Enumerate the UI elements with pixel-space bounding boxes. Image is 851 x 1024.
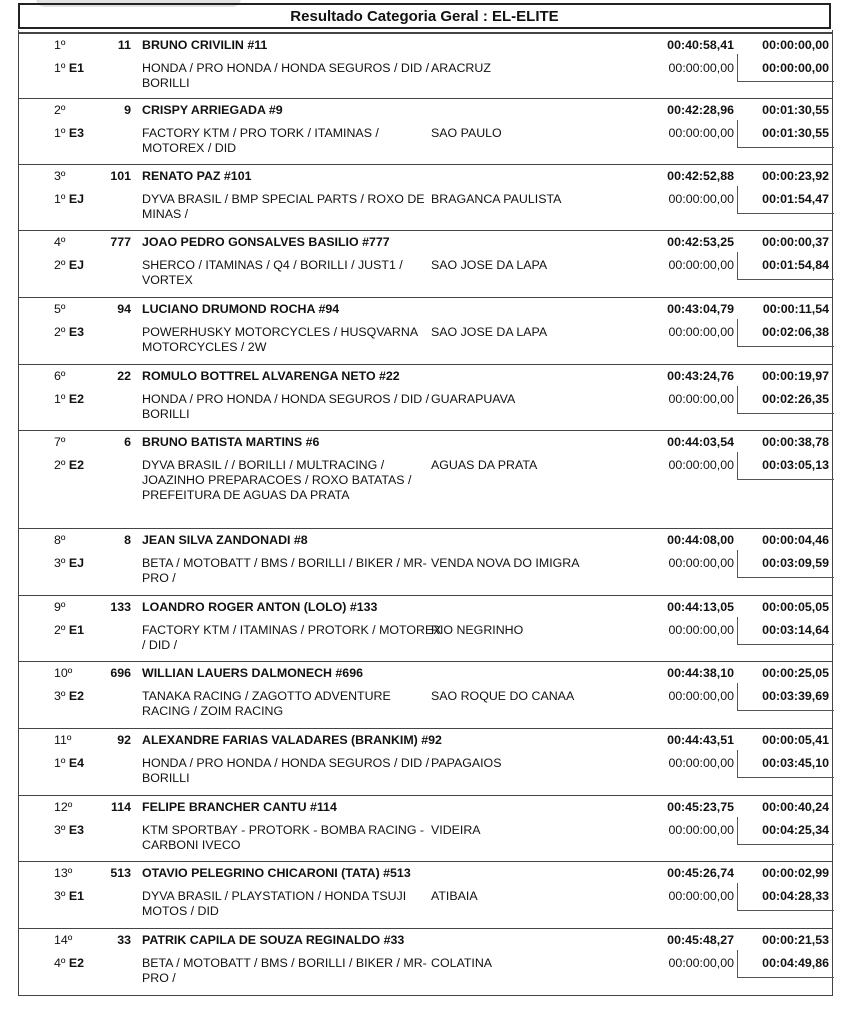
rider-city: SAO JOSE DA LAPA — [431, 325, 548, 339]
category-code: E1 — [68, 889, 85, 903]
category-position — [54, 325, 84, 339]
category-gap: 00:03:05,13 — [762, 458, 829, 472]
category-time: 00:00:00,00 — [668, 258, 734, 272]
category-gap: 00:01:30,55 — [762, 126, 829, 140]
gap-time: 00:00:23,92 — [762, 169, 829, 183]
gap-time: 00:00:05,41 — [762, 733, 829, 747]
category-code: EJ — [68, 258, 85, 272]
total-time: 00:42:28,96 — [667, 103, 734, 117]
category-position — [54, 623, 84, 637]
category-time: 00:00:00,00 — [668, 392, 734, 406]
category-code: E4 — [68, 756, 85, 770]
gap-time: 00:00:11,54 — [762, 302, 829, 316]
total-time: 00:43:04,79 — [667, 302, 734, 316]
team-sponsors: HONDA / PRO HONDA / HONDA SEGUROS / DID / BORILLI — [142, 61, 430, 90]
rider-name: WILLIAN LAUERS DALMONECH #696 — [142, 666, 363, 680]
gap-time: 00:00:04,46 — [762, 533, 829, 547]
gap-time: 00:00:00,37 — [762, 235, 829, 249]
gap-time: 00:00:19,97 — [762, 369, 829, 383]
team-sponsors: KTM SPORTBAY - PROTORK - BOMBA RACING - CARBONI IVECO — [142, 823, 425, 852]
overall-position: 3º — [54, 169, 66, 183]
team-sponsors: TANAKA RACING / ZAGOTTO ADVENTURE RACING / ZOIM RACING — [142, 689, 391, 718]
result-entry — [18, 795, 833, 861]
team-sponsors: SHERCO / ITAMINAS / Q4 / BORILLI / JUST1 / VORTEX — [142, 258, 403, 287]
category-time: 00:00:00,00 — [668, 556, 734, 570]
total-time: 00:44:43,51 — [667, 733, 734, 747]
category-time: 00:00:00,00 — [668, 889, 734, 903]
rider-name: FELIPE BRANCHER CANTU #114 — [142, 800, 337, 814]
team-sponsors: BETA / MOTOBATT / BMS / BORILLI / BIKER / MR-PRO / — [142, 956, 427, 985]
overall-position: 9º — [54, 600, 66, 614]
rider-city: SAO PAULO — [431, 126, 502, 140]
bib-number: 92 — [117, 733, 131, 747]
category-time: 00:00:00,00 — [668, 623, 734, 637]
team-sponsors: BETA / MOTOBATT / BMS / BORILLI / BIKER / MR-PRO / — [142, 556, 427, 585]
category-time: 00:00:00,00 — [668, 126, 734, 140]
result-entry — [18, 728, 833, 795]
category-gap: 00:03:45,10 — [762, 756, 829, 770]
gap-time: 00:00:00,00 — [762, 38, 829, 52]
overall-position: 10º — [54, 666, 73, 680]
category-position — [54, 126, 84, 140]
category-position — [54, 392, 84, 406]
rider-city: ATIBAIA — [431, 889, 478, 903]
rider-city: GUARAPUAVA — [431, 392, 516, 406]
total-time: 00:44:13,05 — [667, 600, 734, 614]
rider-name: BRUNO BATISTA MARTINS #6 — [142, 435, 320, 449]
category-code: E2 — [68, 458, 85, 472]
category-position — [54, 756, 84, 770]
category-position — [54, 192, 84, 206]
overall-position: 14º — [54, 933, 73, 947]
category-time: 00:00:00,00 — [668, 689, 734, 703]
category-rank: 1º — [54, 126, 66, 140]
gap-time: 00:00:05,05 — [762, 600, 829, 614]
category-code: EJ — [68, 192, 85, 206]
category-time: 00:00:00,00 — [668, 325, 734, 339]
category-time: 00:00:00,00 — [668, 458, 734, 472]
category-rank: 3º — [54, 889, 66, 903]
rider-name: CRISPY ARRIEGADA #9 — [142, 103, 283, 117]
team-sponsors: HONDA / PRO HONDA / HONDA SEGUROS / DID / BORILLI — [142, 392, 430, 421]
gap-time: 00:00:25,05 — [762, 666, 829, 680]
overall-position: 7º — [54, 435, 66, 449]
bib-number: 777 — [110, 235, 131, 249]
category-rank: 3º — [54, 823, 66, 837]
category-time: 00:00:00,00 — [668, 192, 734, 206]
bib-number: 22 — [117, 369, 131, 383]
bib-number: 8 — [124, 533, 131, 547]
result-entry — [18, 164, 833, 230]
category-gap: 00:02:26,35 — [762, 392, 829, 406]
overall-position: 13º — [54, 866, 73, 880]
category-position — [54, 556, 84, 570]
overall-position: 4º — [54, 235, 66, 249]
team-sponsors: POWERHUSKY MOTORCYCLES / HUSQVARNA MOTORCYCLES / 2W — [142, 325, 418, 354]
category-position — [54, 61, 84, 75]
category-rank: 2º — [54, 258, 66, 272]
total-time: 00:42:52,88 — [667, 169, 734, 183]
category-code: EJ — [68, 556, 85, 570]
rider-city: PAPAGAIOS — [431, 756, 502, 770]
rider-name: JEAN SILVA ZANDONADI #8 — [142, 533, 308, 547]
category-position — [54, 689, 84, 703]
category-rank: 2º — [54, 623, 66, 637]
category-time: 00:00:00,00 — [668, 956, 734, 970]
category-time: 00:00:00,00 — [668, 823, 734, 837]
bib-number: 9 — [124, 103, 131, 117]
bib-number: 114 — [111, 800, 131, 814]
category-code: E3 — [68, 823, 85, 837]
category-rank: 1º — [54, 756, 66, 770]
category-time: 00:00:00,00 — [668, 756, 734, 770]
category-gap: 00:04:49,86 — [762, 956, 829, 970]
overall-position: 5º — [54, 302, 66, 316]
overall-position: 6º — [54, 369, 66, 383]
result-entry — [18, 430, 833, 528]
category-rank: 1º — [54, 392, 66, 406]
category-gap: 00:03:39,69 — [762, 689, 829, 703]
category-code: E1 — [68, 61, 85, 75]
rider-city: AGUAS DA PRATA — [431, 458, 538, 472]
category-code: E2 — [68, 689, 85, 703]
team-sponsors: FACTORY KTM / PRO TORK / ITAMINAS / MOTOREX / DID — [142, 126, 379, 155]
category-gap: 00:01:54,47 — [762, 192, 829, 206]
category-gap: 00:03:09,59 — [762, 556, 829, 570]
gap-time: 00:00:21,53 — [762, 933, 829, 947]
result-entry — [18, 528, 833, 595]
result-entry — [18, 661, 833, 728]
rider-name: JOAO PEDRO GONSALVES BASILIO #777 — [142, 235, 390, 249]
category-rank: 4º — [54, 956, 66, 970]
total-time: 00:44:38,10 — [667, 666, 734, 680]
rider-city: RIO NEGRINHO — [431, 623, 524, 637]
category-code: E3 — [68, 126, 85, 140]
team-sponsors: HONDA / PRO HONDA / HONDA SEGUROS / DID / BORILLI — [142, 756, 430, 785]
bib-number: 101 — [110, 169, 131, 183]
category-rank: 1º — [54, 192, 66, 206]
overall-position: 1º — [54, 38, 66, 52]
category-gap: 00:03:14,64 — [762, 623, 829, 637]
rider-name: ALEXANDRE FARIAS VALADARES (BRANKIM) #92 — [142, 733, 442, 747]
total-time: 00:40:58,41 — [667, 38, 734, 52]
total-time: 00:43:24,76 — [667, 369, 734, 383]
category-gap: 00:04:28,33 — [762, 889, 829, 903]
category-position — [54, 823, 84, 837]
category-rank: 3º — [54, 689, 66, 703]
result-entry — [18, 230, 833, 297]
result-entry — [18, 98, 833, 164]
gap-time: 00:00:38,78 — [762, 435, 829, 449]
bib-number: 133 — [110, 600, 131, 614]
rider-city: COLATINA — [431, 956, 493, 970]
overall-position: 2º — [54, 103, 66, 117]
result-entry — [18, 861, 833, 928]
page-title: Resultado Categoria Geral : EL-ELITE — [18, 3, 831, 29]
bib-number: 33 — [117, 933, 131, 947]
category-position — [54, 889, 84, 903]
rider-city: BRAGANCA PAULISTA — [431, 192, 562, 206]
gap-time: 00:00:40,24 — [762, 800, 829, 814]
rider-name: PATRIK CAPILA DE SOUZA REGINALDO #33 — [142, 933, 405, 947]
total-time: 00:42:53,25 — [667, 235, 734, 249]
bib-number: 11 — [117, 38, 131, 52]
rider-city: VENDA NOVA DO IMIGRA — [431, 556, 580, 570]
category-rank: 1º — [54, 61, 66, 75]
rider-city: SAO JOSE DA LAPA — [431, 258, 548, 272]
total-time: 00:44:03,54 — [667, 435, 734, 449]
rider-city: SAO ROQUE DO CANAA — [431, 689, 575, 703]
category-position — [54, 956, 84, 970]
category-code: E2 — [68, 392, 85, 406]
team-sponsors: FACTORY KTM / ITAMINAS / PROTORK / MOTOREX / DID / — [142, 623, 442, 652]
rider-name: RENATO PAZ #101 — [142, 169, 252, 183]
category-gap: 00:02:06,38 — [762, 325, 829, 339]
total-time: 00:45:26,74 — [667, 866, 734, 880]
result-entry — [18, 297, 833, 364]
overall-position: 8º — [54, 533, 66, 547]
bib-number: 94 — [117, 302, 131, 316]
team-sponsors: DYVA BRASIL / PLAYSTATION / HONDA TSUJI MOTOS / DID — [142, 889, 407, 918]
team-sponsors: DYVA BRASIL / / BORILLI / MULTRACING / JOAZINHO PREPARACOES / ROXO BATATAS / PREFEITURA DE AGUAS DA PRATA — [142, 458, 412, 502]
result-entry — [18, 364, 833, 430]
gap-time: 00:00:02,99 — [762, 866, 829, 880]
result-entry — [18, 32, 833, 98]
bib-number: 696 — [110, 666, 131, 680]
rider-name: LOANDRO ROGER ANTON (LOLO) #133 — [142, 600, 378, 614]
category-gap: 00:01:54,84 — [762, 258, 829, 272]
category-rank: 3º — [54, 556, 66, 570]
bib-number: 6 — [124, 435, 131, 449]
rider-city: ARACRUZ — [431, 61, 491, 75]
category-code: E2 — [68, 956, 85, 970]
team-sponsors: DYVA BRASIL / BMP SPECIAL PARTS / ROXO DE MINAS / — [142, 192, 425, 221]
gap-time: 00:01:30,55 — [762, 103, 829, 117]
result-entry — [18, 595, 833, 661]
category-rank: 2º — [54, 458, 66, 472]
category-gap: 00:00:00,00 — [762, 61, 829, 75]
rider-name: OTAVIO PELEGRINO CHICARONI (TATA) #513 — [142, 866, 411, 880]
bib-number: 513 — [110, 866, 131, 880]
category-code: E3 — [68, 325, 85, 339]
overall-position: 12º — [54, 800, 73, 814]
category-code: E1 — [68, 623, 85, 637]
category-gap: 00:04:25,34 — [762, 823, 829, 837]
rider-name: BRUNO CRIVILIN #11 — [142, 38, 268, 52]
total-time: 00:45:23,75 — [667, 800, 734, 814]
rider-name: LUCIANO DRUMOND ROCHA #94 — [142, 302, 340, 316]
total-time: 00:44:08,00 — [667, 533, 734, 547]
rider-name: ROMULO BOTTREL ALVARENGA NETO #22 — [142, 369, 400, 383]
category-position — [54, 258, 84, 272]
total-time: 00:45:48,27 — [667, 933, 734, 947]
category-rank: 2º — [54, 325, 66, 339]
result-entry — [18, 928, 833, 994]
rider-city: VIDEIRA — [431, 823, 481, 837]
category-time: 00:00:00,00 — [668, 61, 734, 75]
overall-position: 11º — [54, 733, 72, 747]
category-position — [54, 458, 84, 472]
